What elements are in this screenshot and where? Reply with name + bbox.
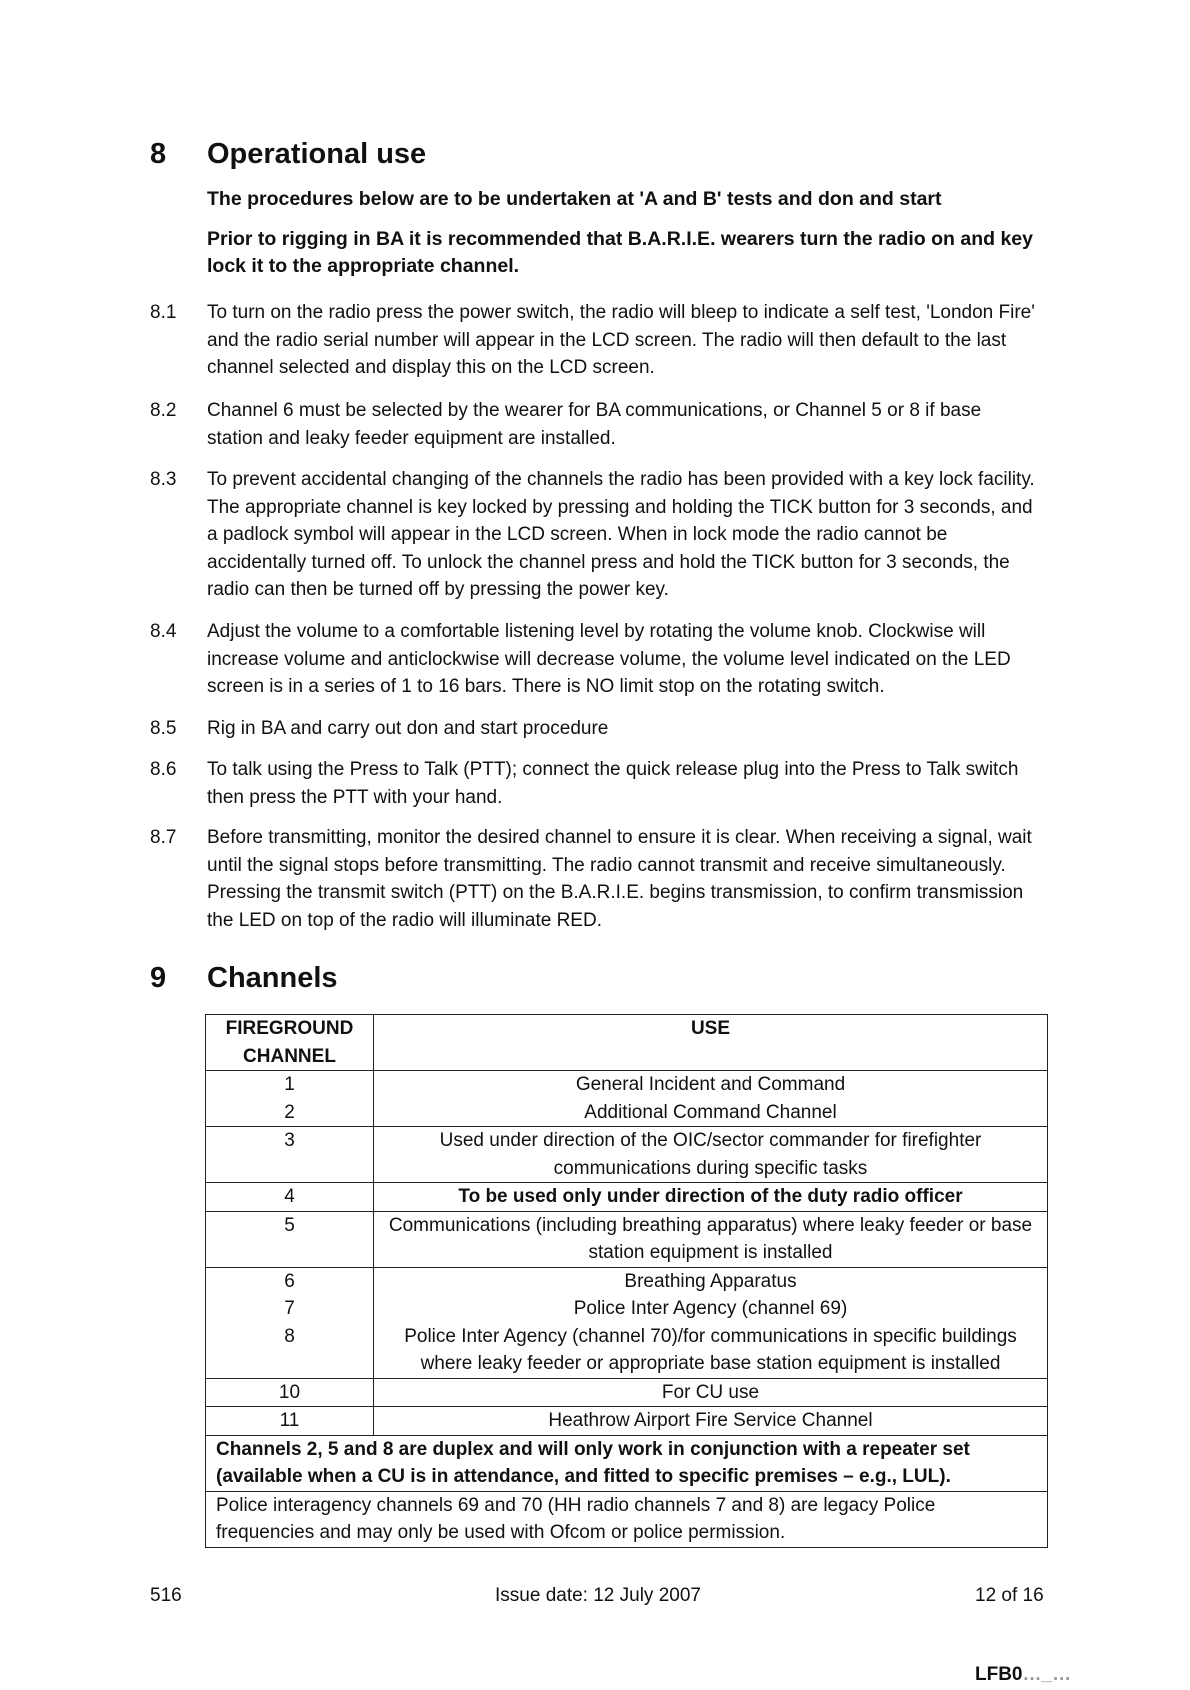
use-cell [374,1071,1048,1127]
item-number: 8.2 [150,400,177,421]
section-title: Channels [207,962,338,994]
item-number: 8.3 [150,469,177,490]
channel-cell: 11 [206,1407,374,1436]
document-reference [975,1664,1071,1686]
channel-cell: 10 [206,1378,374,1407]
reference-faded-text: …_… [1022,1664,1072,1685]
channel-number: 8 [284,1325,295,1347]
item-number: 8.6 [150,759,177,780]
intro-text-2: Prior to rigging in BA it is recommended that B.A.R.I.E. wearers turn the radio on and key lock it to the appropriate channel. [207,228,1033,277]
intro-text-1: The procedures below are to be undertaken at 'A and B' tests and don and start [207,188,942,210]
duplex-note: Channels 2, 5 and 8 are duplex and will only work in conjunction with a repeater set (available when a CU is in attendance, and fitted to specific premises – e.g., LUL). [206,1435,1048,1491]
use-text: Police Inter Agency (channel 69) [573,1298,848,1319]
section-number: 9 [150,962,167,994]
channel-cell [206,1267,374,1378]
section-title: Operational use [207,138,427,170]
page-code: 516 [150,1585,182,1606]
use-cell: Heathrow Airport Fire Service Channel [374,1407,1048,1436]
page-number: 12 of 16 [975,1585,1044,1606]
channel-number: 7 [284,1298,295,1319]
issue-date: Issue date: 12 July 2007 [495,1585,701,1606]
table-row [206,1211,1048,1267]
channel-number: 2 [284,1101,295,1123]
use-cell: For CU use [374,1378,1048,1407]
table-row [206,1378,1048,1407]
table-header-row [206,1015,1048,1071]
use-cell [374,1267,1048,1378]
table-row [206,1127,1048,1183]
item-number: 8.4 [150,621,177,642]
item-text: Before transmitting, monitor the desired channel to ensure it is clear. When receiving a signal, wait until the signal stops before transmitting. The radio cannot transmit and receive simultaneously. Pressing the transmit switch (PTT) on the B.A.R.I.E. begins transmission, to confirm transmission the LED on top of the radio will illuminate RED. [207,827,1032,931]
table-row [206,1183,1048,1212]
channel-cell: 5 [206,1211,374,1267]
header-channel: FIREGROUND CHANNEL [206,1015,374,1071]
table-note-row [206,1491,1048,1547]
section-number: 8 [150,138,167,170]
item-text: Adjust the volume to a comfortable listening level by rotating the volume knob. Clockwise will increase volume and anticlockwise will decrease volume, the volume level indicated on the LED screen is in a series of 1 to 16 bars. There is NO limit stop on the rotating switch. [207,621,1011,697]
use-text: Additional Command Channel [584,1101,837,1123]
reference-text: LFB0 [975,1664,1023,1685]
use-text: Police Inter Agency (channel 70)/for communications in specific buildings where leaky feeder or appropriate base station equipment is installed [404,1325,1017,1374]
use-cell: To be used only under direction of the duty radio officer [374,1183,1048,1212]
channel-cell: 4 [206,1183,374,1212]
use-cell: Used under direction of the OIC/sector commander for firefighter communications during specific tasks [374,1127,1048,1183]
table-note-row [206,1435,1048,1491]
table-row [206,1267,1048,1378]
table-row [206,1071,1048,1127]
table-row [206,1407,1048,1436]
channel-cell: 3 [206,1127,374,1183]
use-text: Breathing Apparatus [624,1270,797,1292]
item-number: 8.7 [150,827,177,848]
header-use: USE [374,1015,1048,1071]
channels-table [205,1014,1048,1548]
use-cell: Communications (including breathing apparatus) where leaky feeder or base station equipment is installed [374,1211,1048,1267]
channel-cell [206,1071,374,1127]
item-text: To talk using the Press to Talk (PTT); connect the quick release plug into the Press to Talk switch then press the PTT with your hand. [207,759,1019,808]
item-text: To turn on the radio press the power switch, the radio will bleep to indicate a self test, 'London Fire' and the radio serial number will appear in the LCD screen. The radio will then default to the last channel selected and display this on the LCD screen. [207,302,1035,378]
channel-number: 6 [284,1270,295,1292]
item-number: 8.5 [150,718,177,739]
channel-number: 1 [284,1074,295,1095]
item-number: 8.1 [150,302,177,323]
item-text: To prevent accidental changing of the channels the radio has been provided with a key lock facility. The appropriate channel is key locked by pressing and holding the TICK button for 3 seconds, and a padlock symbol will appear in the LCD screen. When in lock mode the radio cannot be accidentally turned off. To unlock the channel press and hold the TICK button for 3 seconds, the radio can then be turned off by pressing the power key. [207,469,1035,600]
item-text: Rig in BA and carry out don and start procedure [207,718,609,739]
use-text: General Incident and Command [575,1074,846,1095]
item-text: Channel 6 must be selected by the wearer for BA communications, or Channel 5 or 8 if base station and leaky feeder equipment are installed. [207,400,982,449]
interagency-note: Police interagency channels 69 and 70 (HH radio channels 7 and 8) are legacy Police frequencies and may only be used with Ofcom or police permission. [206,1491,1048,1547]
